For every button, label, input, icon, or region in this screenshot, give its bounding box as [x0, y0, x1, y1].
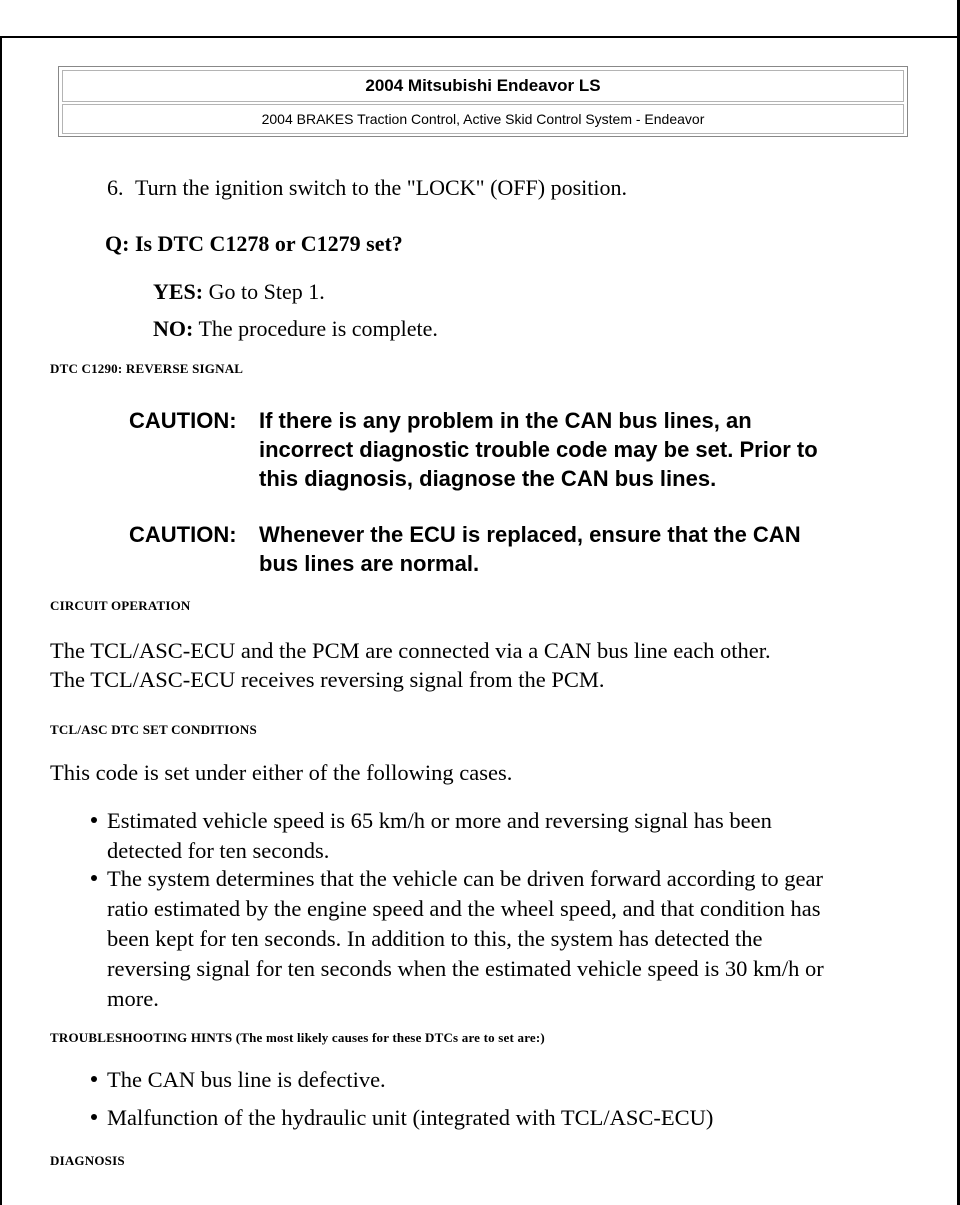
frame-border-left	[0, 36, 2, 1205]
bullet-icon	[91, 1114, 97, 1120]
list-item-line: ratio estimated by the engine speed and the wheel speed, and that condition has	[107, 896, 821, 921]
caution-line: bus lines are normal.	[259, 551, 480, 576]
answer-yes-text: Go to Step 1.	[208, 279, 325, 304]
caution-label: CAUTION:	[129, 408, 237, 433]
caution-body	[259, 520, 801, 578]
paragraph-line: The TCL/ASC-ECU receives reversing signal from the PCM.	[50, 667, 605, 692]
list-item-line: been kept for ten seconds. In addition to this, the system has detected the	[107, 926, 763, 951]
list-item	[107, 864, 907, 1014]
answer-no-label: NO:	[153, 316, 194, 341]
frame-border-top	[0, 36, 960, 38]
step-number: 6.	[107, 175, 124, 200]
caution-line: Whenever the ECU is replaced, ensure that the CAN	[259, 522, 801, 547]
caution-label: CAUTION:	[129, 522, 237, 547]
bullet-icon	[91, 1076, 97, 1082]
list-item-line: Malfunction of the hydraulic unit (integrated with TCL/ASC-ECU)	[107, 1105, 714, 1130]
vehicle-title: 2004 Mitsubishi Endeavor LS	[62, 70, 904, 102]
set-conditions-heading: TCL/ASC DTC SET CONDITIONS	[50, 722, 257, 737]
paragraph-line: The TCL/ASC-ECU and the PCM are connected via a CAN bus line each other.	[50, 638, 771, 663]
step-6	[107, 175, 627, 201]
answer-yes-label: YES:	[153, 279, 204, 304]
list-item-line: Estimated vehicle speed is 65 km/h or more and reversing signal has been	[107, 808, 772, 833]
answer-no-text: The procedure is complete.	[198, 316, 438, 341]
list-item-line: more.	[107, 986, 159, 1011]
bullet-icon	[91, 875, 97, 881]
caution-body	[259, 406, 818, 493]
caution-line: If there is any problem in the CAN bus lines, an	[259, 408, 752, 433]
list-item	[107, 1065, 907, 1095]
answer-no	[153, 316, 438, 342]
circuit-operation-heading: CIRCUIT OPERATION	[50, 598, 191, 613]
answer-yes	[153, 279, 325, 305]
list-item-line: The system determines that the vehicle can be driven forward according to gear	[107, 866, 823, 891]
step-text: Turn the ignition switch to the "LOCK" (OFF) position.	[135, 175, 628, 200]
page-header	[58, 66, 908, 137]
caution-line: this diagnosis, diagnose the CAN bus lines.	[259, 466, 717, 491]
list-item	[107, 1103, 907, 1133]
list-item-line: reversing signal for ten seconds when the estimated vehicle speed is 30 km/h or	[107, 956, 824, 981]
list-item	[107, 806, 907, 866]
caution-line: incorrect diagnostic trouble code may be set. Prior to	[259, 437, 818, 462]
dtc-heading: DTC C1290: REVERSE SIGNAL	[50, 361, 244, 376]
section-subtitle: 2004 BRAKES Traction Control, Active Skid Control System - Endeavor	[62, 104, 904, 134]
diagnosis-heading: DIAGNOSIS	[50, 1153, 125, 1168]
list-item-line: The CAN bus line is defective.	[107, 1067, 386, 1092]
circuit-operation-text	[50, 636, 910, 694]
question: Q: Is DTC C1278 or C1279 set?	[105, 231, 403, 256]
set-conditions-intro: This code is set under either of the following cases.	[50, 760, 513, 785]
bullet-icon	[91, 817, 97, 823]
list-item-line: detected for ten seconds.	[107, 838, 330, 863]
troubleshooting-heading: TROUBLESHOOTING HINTS (The most likely causes for these DTCs are to set are:)	[50, 1030, 545, 1045]
